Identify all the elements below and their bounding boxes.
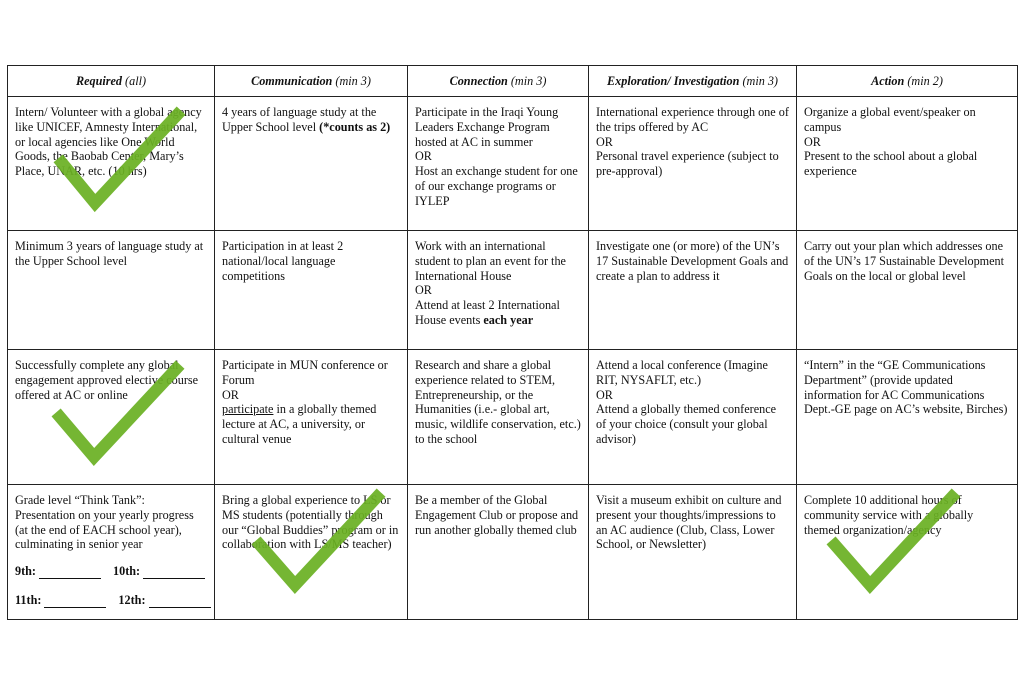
header-communication: Communication (min 3) xyxy=(215,66,408,97)
table-cell: Participate in the Iraqi Young Leaders Exchange Program hosted at AC in summer OR Host an exchange student for one of our exchange programs or IYLEP xyxy=(408,97,589,231)
table-cell: Visit a museum exhibit on culture and present your thoughts/impressions to an AC audience (Club, Class, Lower School, or Newsletter) xyxy=(589,485,797,620)
table-row xyxy=(8,231,1018,350)
table-cell: International experience through one of the trips offered by AC OR Personal travel experience (subject to pre-approval) xyxy=(589,97,797,231)
table-cell: Participation in at least 2 national/local language competitions xyxy=(215,231,408,350)
table-cell: Participate in MUN conference or Forum OR participate in a globally themed lecture at AC, a university, or cultural venue xyxy=(215,350,408,485)
table-row xyxy=(8,485,1018,620)
grade-blank: 9th: xyxy=(15,564,101,579)
table-cell: Research and share a global experience related to STEM, Entrepreneurship, or the Humanities (i.e.- global art, music, wildlife conservation, etc.) to the school xyxy=(408,350,589,485)
table-cell: Complete 10 additional hours of community service with a globally themed organization/agency xyxy=(797,485,1018,620)
requirements-table xyxy=(7,65,1018,620)
table-cell: Work with an international student to plan an event for the International House OR Attend at least 2 International House events each year xyxy=(408,231,589,350)
table-cell: Attend a local conference (Imagine RIT, NYSAFLT, etc.) OR Attend a globally themed conference of your choice (consult your global advisor) xyxy=(589,350,797,485)
table-cell: Grade level “Think Tank”: Presentation on your yearly progress (at the end of EACH school year), culminating in senior year 9th: 10th: 11th: 12th: xyxy=(8,485,215,620)
header-connection: Connection (min 3) xyxy=(408,66,589,97)
each-year-emphasis: each year xyxy=(483,312,534,327)
table-cell: Successfully complete any global engagement approved elective course offered at AC or online xyxy=(8,350,215,485)
blank-line xyxy=(39,566,101,579)
table-cell: Investigate one (or more) of the UN’s 17 Sustainable Development Goals and create a plan to address it xyxy=(589,231,797,350)
table-cell: Be a member of the Global Engagement Club or propose and run another globally themed club xyxy=(408,485,589,620)
grade-blank: 11th: xyxy=(15,593,106,608)
grade-blank: 12th: xyxy=(118,593,210,608)
grade-blank-row xyxy=(15,593,207,608)
table-cell: Organize a global event/speaker on campus OR Present to the school about a global experience xyxy=(797,97,1018,231)
grade-blank: 10th: xyxy=(113,564,205,579)
table-cell: Minimum 3 years of language study at the Upper School level xyxy=(8,231,215,350)
table-cell: 4 years of language study at the Upper School level (*counts as 2) xyxy=(215,97,408,231)
table-cell: Bring a global experience to LS or MS students (potentially through our “Global Buddies” program or in collaboration with LS/MS teacher) xyxy=(215,485,408,620)
blank-line xyxy=(44,595,106,608)
blank-line xyxy=(143,566,205,579)
table-cell: “Intern” in the “GE Communications Department” (provide updated information for AC Communications Dept.-GE page on AC’s website, Birches) xyxy=(797,350,1018,485)
header-action: Action (min 2) xyxy=(797,66,1018,97)
table-row xyxy=(8,97,1018,231)
header-exploration: Exploration/ Investigation (min 3) xyxy=(589,66,797,97)
grade-blank-row xyxy=(15,564,207,579)
blank-line xyxy=(149,595,211,608)
counts-as-2-note: (*counts as 2) xyxy=(319,119,391,134)
header-row xyxy=(8,66,1018,97)
header-required: Required (all) xyxy=(8,66,215,97)
table-cell: Intern/ Volunteer with a global agency like UNICEF, Amnesty International, or local agencies like One World Goods, the Baobab Center, Mary’s Place, UNAR, etc. (10 hrs) xyxy=(8,97,215,231)
table-row xyxy=(8,350,1018,485)
table-cell: Carry out your plan which addresses one of the UN’s 17 Sustainable Development Goals on the local or global level xyxy=(797,231,1018,350)
participate-underlined: participate xyxy=(222,402,274,417)
